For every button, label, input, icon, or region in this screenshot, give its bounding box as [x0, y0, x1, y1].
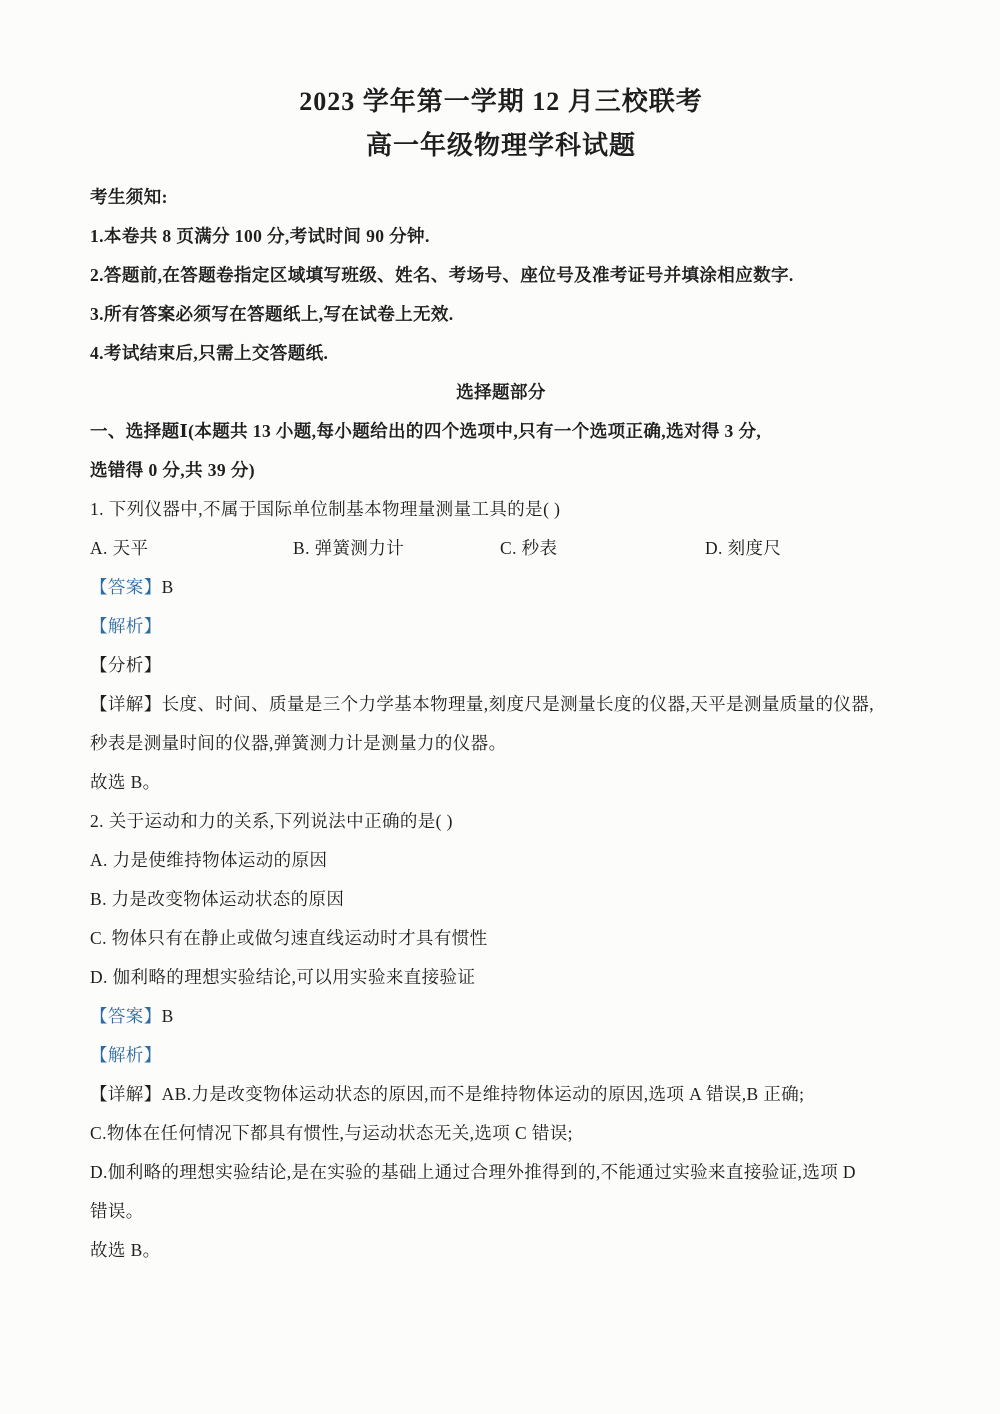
question-2-option-a: A. 力是使维持物体运动的原因 [90, 850, 328, 870]
answer-value: B [161, 577, 174, 597]
page-subtitle: 高一年级物理学科试题 [365, 131, 636, 160]
question-1-stem: 1. 下列仪器中,不属于国际单位制基本物理量测量工具的是( ) [90, 499, 561, 519]
question-1-jiexi-line [90, 607, 912, 646]
notice-item-3: 3.所有答案必须写在答题纸上,写在试卷上无效. [90, 304, 454, 324]
notice-heading: 考生须知: [90, 187, 168, 207]
question-1-option-c: C. 秒表 [500, 538, 558, 558]
jiexi-label: 【解析】 [90, 616, 162, 636]
question-2-option-c: C. 物体只有在静止或做匀速直线运动时才具有惯性 [90, 928, 488, 948]
question-1-option-d: D. 刻度尺 [705, 538, 782, 558]
section-instructions-line2: 选错得 0 分,共 39 分) [90, 460, 255, 480]
question-2-answer-line [90, 997, 912, 1036]
answer-value: B [161, 1006, 174, 1026]
question-2-option-d: D. 伽利略的理想实验结论,可以用实验来直接验证 [90, 967, 476, 987]
answer-label: 【答案】 [90, 577, 162, 597]
question-1-option-a: A. 天平 [90, 538, 149, 558]
fenxi-label: 【分析】 [90, 655, 162, 675]
question-1-fenxi-line [90, 646, 912, 685]
question-2-option-b: B. 力是改变物体运动状态的原因 [90, 889, 345, 909]
page-title: 2023 学年第一学期 12 月三校联考 [299, 87, 703, 116]
question-1-option-b: B. 弹簧测力计 [293, 538, 405, 558]
question-2-jiexi-line [90, 1036, 912, 1075]
jiexi-label: 【解析】 [90, 1045, 162, 1065]
question-2-stem: 2. 关于运动和力的关系,下列说法中正确的是( ) [90, 811, 453, 831]
question-1-detail-line2: 秒表是测量时间的仪器,弹簧测力计是测量力的仪器。 [90, 733, 507, 753]
question-2-detail-ab: 【详解】AB.力是改变物体运动状态的原因,而不是维持物体运动的原因,选项 A 错误,B 正确; [90, 1084, 805, 1104]
question-2-conclusion: 故选 B。 [90, 1240, 161, 1260]
notice-item-1: 1.本卷共 8 页满分 100 分,考试时间 90 分钟. [90, 226, 430, 246]
notice-item-2: 2.答题前,在答题卷指定区域填写班级、姓名、考场号、座位号及准考证号并填涂相应数字. [90, 265, 794, 285]
answer-label: 【答案】 [90, 1006, 162, 1026]
notice-item-4: 4.考试结束后,只需上交答题纸. [90, 343, 329, 363]
question-1-detail-line1: 【详解】长度、时间、质量是三个力学基本物理量,刻度尺是测量长度的仪器,天平是测量质量的仪器, [90, 694, 875, 714]
question-1-conclusion: 故选 B。 [90, 772, 161, 792]
question-2-detail-d-line1: D.伽利略的理想实验结论,是在实验的基础上通过合理外推得到的,不能通过实验来直接验证,选项 D [90, 1162, 856, 1182]
section-instructions-line1: 一、选择题Ⅰ(本题共 13 小题,每小题给出的四个选项中,只有一个选项正确,选对得 3 分, [90, 421, 762, 441]
question-1-answer-line [90, 568, 912, 607]
part-title: 选择题部分 [456, 382, 546, 402]
question-1-options [90, 529, 912, 568]
question-2-detail-d-line2: 错误。 [90, 1201, 144, 1221]
title-block [90, 80, 912, 168]
question-2-detail-c: C.物体在任何情况下都具有惯性,与运动状态无关,选项 C 错误; [90, 1123, 573, 1143]
